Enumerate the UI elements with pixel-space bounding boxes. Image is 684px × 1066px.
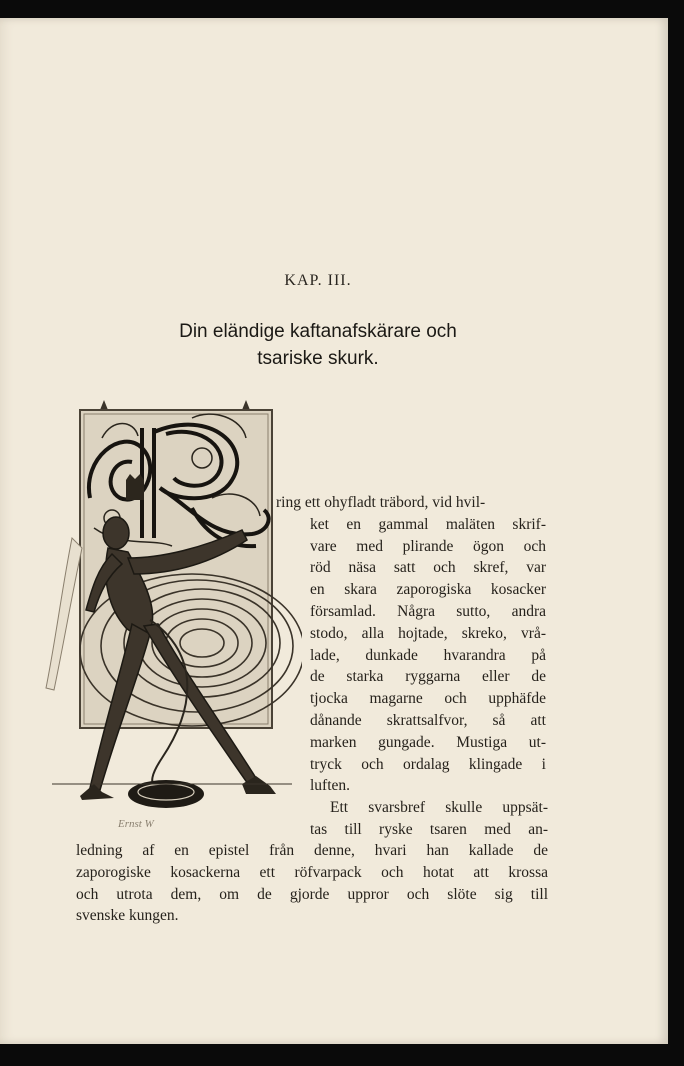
text-line: vare med plirande ögon och: [310, 537, 546, 555]
text-line: röd näsa satt och skref, var: [310, 559, 546, 577]
text-line: svenske kungen.: [76, 907, 179, 925]
text-line: lade, dunkade hvarandra på: [310, 646, 546, 664]
wrapped-paragraph-cont: [310, 514, 546, 797]
wrapped-paragraph: [276, 492, 546, 514]
text-line: ring ett ohyfladt träbord, vid hvil-: [276, 494, 486, 511]
text-line: ledning af en epistel från denne, hvari han kallade de: [76, 842, 548, 859]
scan-border: [668, 18, 684, 1066]
text-line: stodo, alla hojtade, skreko, vrå-: [310, 624, 546, 642]
text-line: församlad. Några sutto, andra: [310, 602, 546, 620]
text-line: dånande skrattsalfvor, så att: [310, 711, 546, 729]
text-line: tjocka magarne och upphäfde: [310, 690, 546, 708]
illustration-signature: Ernst W: [118, 818, 154, 830]
text-line: en skara zaporogiska kosacker: [310, 581, 546, 599]
text-line: tas till ryske tsaren med an-: [310, 820, 548, 838]
title-line-2: tsariske skurk.: [257, 348, 379, 369]
pin-icon: [100, 400, 108, 410]
full-width-text: [76, 840, 548, 927]
chapter-title: [0, 318, 628, 372]
text-line: ket en gammal maläten skrif-: [310, 515, 546, 533]
text-line: tryck och ordalag klingade i: [310, 755, 546, 773]
chapter-heading: KAP. III.: [284, 272, 352, 289]
second-paragraph: [310, 797, 548, 841]
text-line: Ett svarsbref skulle uppsät-: [330, 799, 548, 816]
text-line: marken gungade. Mustiga ut-: [310, 733, 546, 751]
text-line: de starka ryggarna eller de: [310, 668, 546, 686]
title-line-1: Din eländige kaftanafskärare och: [179, 321, 457, 342]
decorative-initial-illustration: [42, 388, 302, 828]
text-line: luften.: [310, 777, 351, 795]
text-line: och utrota dem, om de gjorde uppror och slöte sig till: [76, 885, 548, 903]
pin-icon: [242, 400, 250, 410]
text-line: zaporogiske kosackerna ett röfvarpack och hotat att krossa: [76, 863, 548, 881]
